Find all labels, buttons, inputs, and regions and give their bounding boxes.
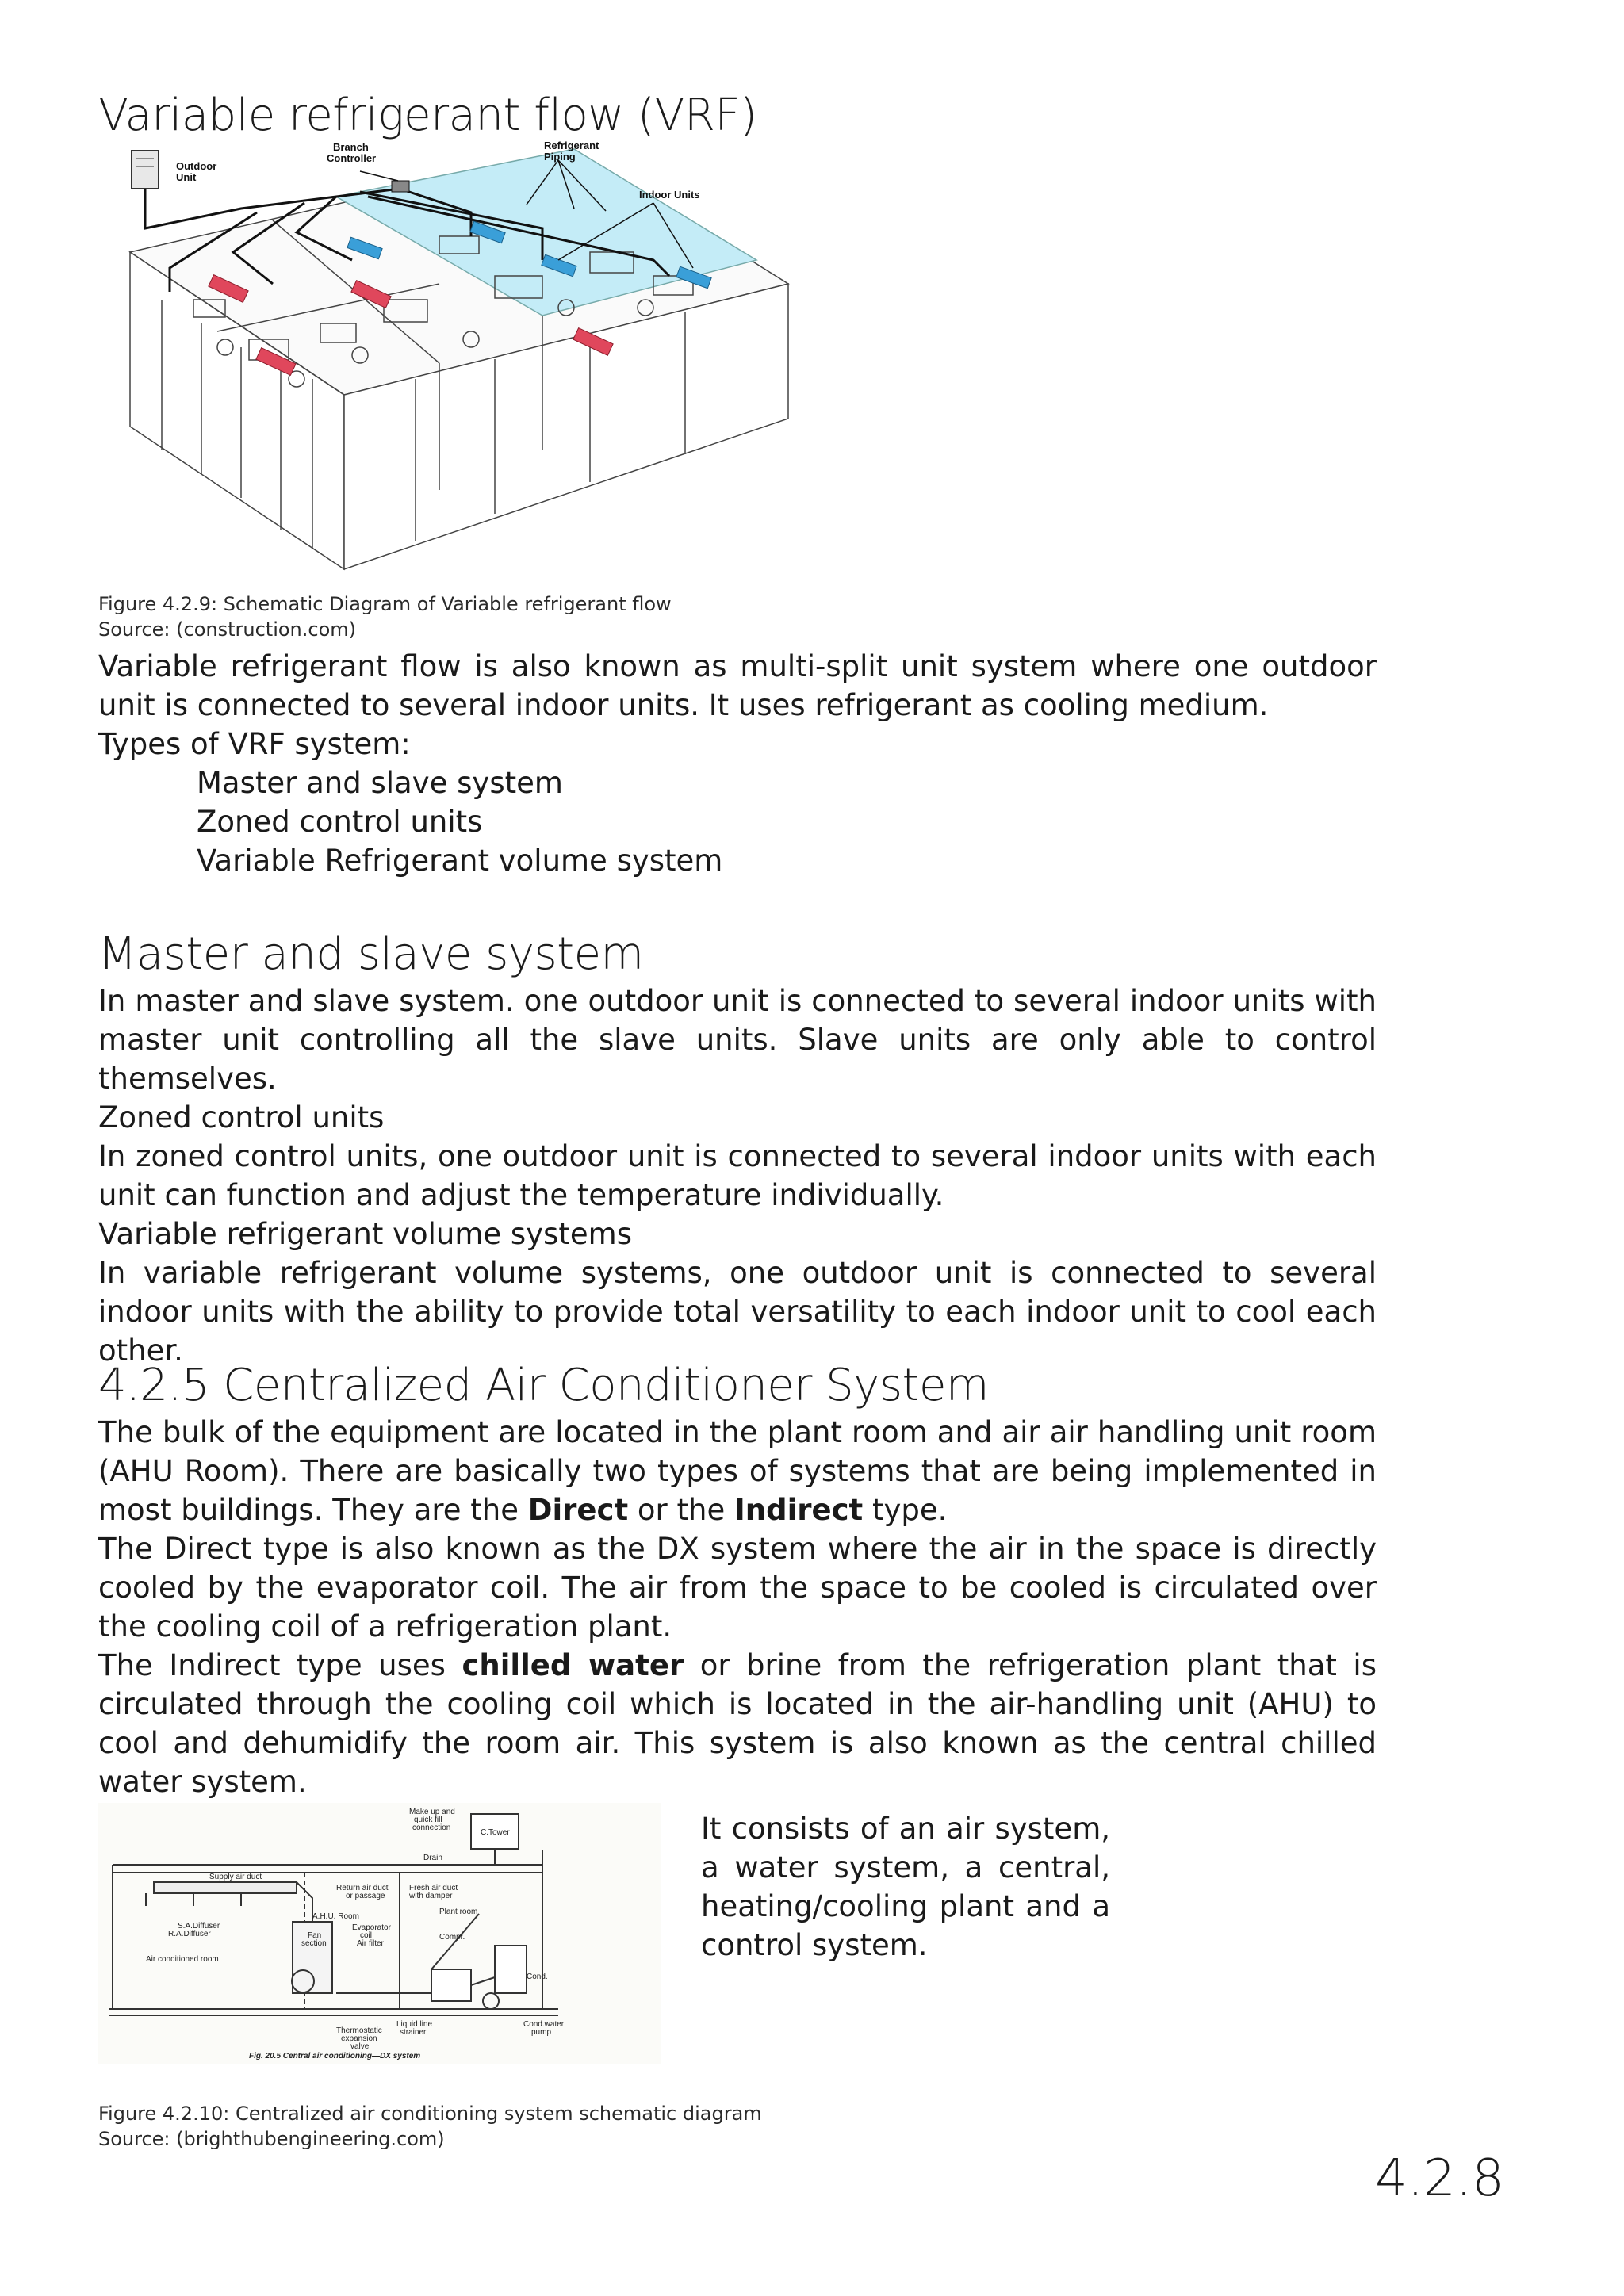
dx-label-fresh-duct-1: Fresh air duct: [409, 1884, 458, 1892]
vrf-figure-caption: Figure 4.2.9: Schematic Diagram of Variable refrigerant flow: [98, 593, 672, 615]
direct-term: Direct: [527, 1493, 629, 1527]
master-slave-title: Master and slave system: [98, 928, 644, 980]
page-number: 4.2.8: [1375, 2149, 1504, 2208]
centralized-intro-paragraph: The bulk of the equipment are located in the plant room and air air handling unit room (AHU Room). There are basically two types of systems that are being implemented in most buildings. They are the Direct or the Indirect type.: [98, 1415, 1377, 1527]
system-components-paragraph: It consists of an air system, a water system, a central, heating/cooling plant and a control system.: [701, 1812, 1110, 1962]
outdoor-unit-icon: [132, 151, 159, 189]
dx-label-evaporator-1: Evaporator: [352, 1923, 391, 1932]
direct-type-paragraph: The Direct type is also known as the DX system where the air in the space is directly cooled by the evaporator coil. The air from the space to be cooled is circulated over the cooling coil of a refrigeration plant.: [98, 1532, 1377, 1644]
dx-label-air-filter: Air filter: [357, 1939, 384, 1948]
dx-label-compr: Compr.: [439, 1933, 465, 1942]
fig-label-outdoor-1: Outdoor: [176, 160, 217, 172]
dx-label-cond-pump-2: pump: [531, 2028, 552, 2037]
branch-controller-icon: [392, 181, 409, 192]
zoned-control-paragraph: In zoned control units, one outdoor unit is connected to several indoor units with each unit can function and adjust the temperature individually.: [98, 1139, 1377, 1212]
dx-label-fresh-duct-2: with damper: [409, 1892, 453, 1900]
dx-label-plant-room: Plant room: [439, 1908, 478, 1916]
indirect-term: Indirect: [734, 1493, 864, 1527]
dx-label-liquid-line-2: strainer: [400, 2028, 427, 2037]
dx-label-ctower: C.Tower: [481, 1828, 510, 1837]
dx-label-supply-duct: Supply air duct: [209, 1873, 262, 1881]
dx-label-ra-diffuser: R.A.Diffuser: [168, 1930, 211, 1938]
fig-label-branch-2: Controller: [327, 152, 377, 164]
dx-figure-source: Source: (brighthubengineering.com): [98, 2128, 445, 2150]
vrf-type-item: Master and slave system: [197, 766, 563, 800]
fig-label-piping-2: Piping: [544, 151, 576, 163]
dx-label-makeup-3: connection: [412, 1823, 451, 1832]
fig-label-branch-1: Branch: [333, 141, 369, 153]
dx-label-cond-pump-1: Cond.water: [523, 2020, 565, 2029]
vrf-type-item: Zoned control units: [197, 805, 483, 839]
dx-figure-caption: Figure 4.2.10: Centralized air conditioning system schematic diagram: [98, 2103, 762, 2125]
dx-label-makeup-2: quick fill: [414, 1816, 442, 1824]
dx-label-return-duct-1: Return air duct: [336, 1884, 389, 1892]
zoned-control-heading: Zoned control units: [98, 1100, 385, 1135]
vrf-schematic-figure: [98, 141, 796, 585]
dx-label-return-duct-2: or passage: [346, 1892, 385, 1900]
fig-label-outdoor-2: Unit: [176, 171, 197, 183]
vrf-intro-paragraph: Variable refrigerant flow is also known as multi-split unit system where one outdoor unit is connected to several indoor units. It uses refrigerant as cooling medium.: [98, 649, 1377, 722]
dx-label-thermostatic-2: expansion: [341, 2034, 377, 2043]
fig-label-piping-1: Refrigerant: [544, 141, 599, 151]
vrf-title: Variable refrigerant flow (VRF): [98, 90, 757, 141]
fig-label-indoor-units: Indoor Units: [639, 189, 700, 201]
indirect-type-paragraph: The Indirect type uses chilled water or brine from the refrigeration plant that is circulated through the cooling coil which is located in the air-handling unit (AHU) to cool and dehumidify the room air. This system is also known as the central chilled water system.: [98, 1648, 1377, 1799]
dx-label-conditioned-room: Air conditioned room: [146, 1955, 219, 1964]
dx-label-makeup-1: Make up and: [409, 1808, 455, 1816]
variable-volume-paragraph: In variable refrigerant volume systems, one outdoor unit is connected to several indoor units with the ability to provide total versatility to each indoor unit to cool each other.: [98, 1256, 1377, 1368]
dx-label-thermostatic-3: valve: [350, 2042, 370, 2051]
dx-system-figure: [98, 1803, 661, 2064]
master-slave-paragraph: In master and slave system. one outdoor unit is connected to several indoor units with master unit controlling all the slave units. Slave units are only able to control themselves.: [98, 984, 1377, 1096]
dx-label-fan-1: Fan: [308, 1931, 322, 1940]
dx-label-sa-diffuser: S.A.Diffuser: [178, 1922, 220, 1931]
vrf-types-heading: Types of VRF system:: [98, 727, 411, 761]
variable-volume-heading: Variable refrigerant volume systems: [98, 1217, 632, 1251]
dx-label-fan-2: section: [301, 1939, 327, 1948]
dx-label-thermostatic-1: Thermostatic: [336, 2026, 382, 2035]
dx-label-liquid-line-1: Liquid line: [396, 2020, 433, 2029]
dx-label-cond: Cond.: [527, 1973, 548, 1981]
vrf-figure-source: Source: (construction.com): [98, 618, 357, 641]
dx-figure-inline-caption: Fig. 20.5 Central air conditioning—DX system: [249, 2052, 421, 2061]
centralized-ac-title: 4.2.5 Centralized Air Conditioner System: [98, 1360, 989, 1411]
dx-label-drain: Drain: [423, 1854, 442, 1862]
chilled-water-term: chilled water: [462, 1648, 684, 1682]
dx-label-ahu-room: A.H.U. Room: [312, 1912, 359, 1921]
dx-label-evaporator-2: coil: [360, 1931, 373, 1940]
vrf-type-item: Variable Refrigerant volume system: [197, 844, 723, 878]
